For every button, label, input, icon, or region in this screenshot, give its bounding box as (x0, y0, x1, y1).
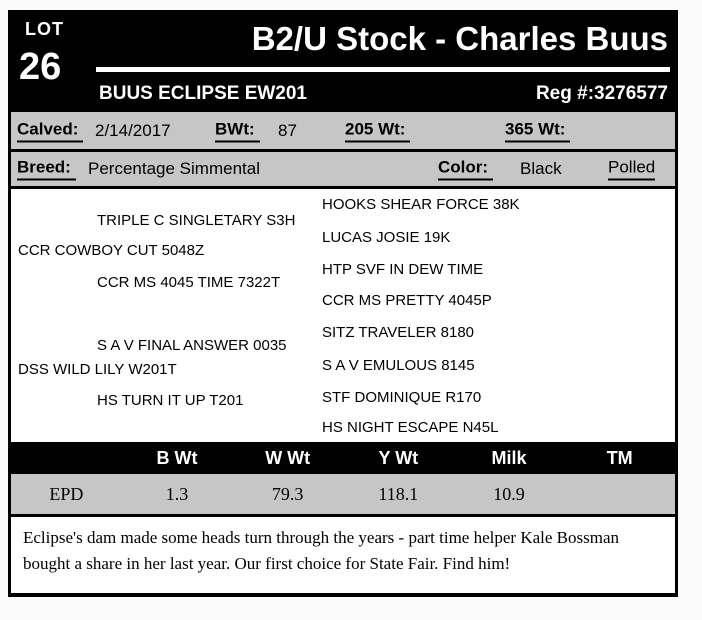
epd-value-ywt: 118.1 (378, 484, 419, 504)
epd-col-header-tm: TM (606, 448, 633, 468)
pedigree-ancestor-5: SITZ TRAVELER 8180 (322, 324, 475, 341)
sale-title: B2/U Stock - Charles Buus (251, 20, 668, 57)
color-label: Color: (438, 158, 493, 181)
pedigree-panel (11, 186, 675, 442)
pedigree-sire-of-dam: S A V FINAL ANSWER 0035 (97, 337, 287, 354)
epd-row-label: EPD (49, 484, 84, 504)
calved-label: Calved: (17, 119, 83, 142)
color-value: Black (520, 159, 562, 178)
pedigree-ancestor-3: HTP SVF IN DEW TIME (322, 261, 484, 278)
pedigree-ancestor-2: LUCAS JOSIE 19K (322, 229, 451, 246)
breed-label: Breed: (17, 158, 76, 181)
pedigree-ancestor-7: STF DOMINIQUE R170 (322, 389, 482, 406)
calved-row (11, 112, 675, 149)
breed-value: Percentage Simmental (88, 159, 260, 178)
epd-table (11, 442, 675, 514)
pedigree-dam-of-dam: HS TURN IT UP T201 (97, 392, 244, 409)
epd-value-bwt: 1.3 (165, 484, 189, 504)
lot-label: LOT (25, 19, 64, 39)
wt205-label: 205 Wt: (345, 119, 410, 142)
calved-value: 2/14/2017 (95, 120, 171, 140)
lot-card (8, 10, 678, 597)
epd-col-header-wwt: W Wt (265, 448, 311, 468)
breed-row (11, 149, 675, 186)
header-divider (96, 67, 670, 72)
pedigree-ancestor-1: HOOKS SHEAR FORCE 38K (322, 196, 520, 213)
pedigree-dam-of-sire: CCR MS 4045 TIME 7322T (97, 274, 281, 291)
polled-badge: Polled (608, 158, 655, 181)
animal-name: BUUS ECLIPSE EW201 (99, 83, 307, 104)
wt365-label: 365 Wt: (505, 119, 570, 142)
pedigree-ancestor-4: CCR MS PRETTY 4045P (322, 292, 492, 309)
epd-col-header-bwt: B Wt (156, 448, 198, 468)
epd-value-wwt: 79.3 (271, 484, 304, 504)
pedigree-ancestor-6: S A V EMULOUS 8145 (322, 357, 475, 374)
epd-col-header-blank (11, 442, 122, 474)
pedigree-dam: DSS WILD LILY W201T (18, 361, 177, 378)
epd-data-row (11, 474, 675, 514)
footnote-text: Eclipse's dam made some heads turn through the years - part time helper Kale Bossman bought a share in her last year. Our first choice for State Fair. Find him! (23, 528, 620, 573)
epd-value-milk: 10.9 (493, 484, 525, 504)
reg-number: Reg #:3276577 (535, 83, 668, 104)
pedigree-ancestor-8: HS NIGHT ESCAPE N45L (322, 419, 499, 436)
epd-value-tm (564, 474, 675, 514)
lot-number: 26 (19, 46, 62, 88)
epd-header-row (11, 442, 675, 474)
lot-header (11, 10, 675, 112)
pedigree-sire: CCR COWBOY CUT 5048Z (18, 242, 205, 259)
bwt-label: BWt: (215, 119, 260, 142)
bwt-value: 87 (278, 120, 297, 140)
footnote-panel (11, 514, 675, 593)
epd-col-header-ywt: Y Wt (378, 448, 419, 468)
pedigree-sire-of-sire: TRIPLE C SINGLETARY S3H (97, 212, 296, 229)
epd-col-header-milk: Milk (491, 448, 527, 468)
